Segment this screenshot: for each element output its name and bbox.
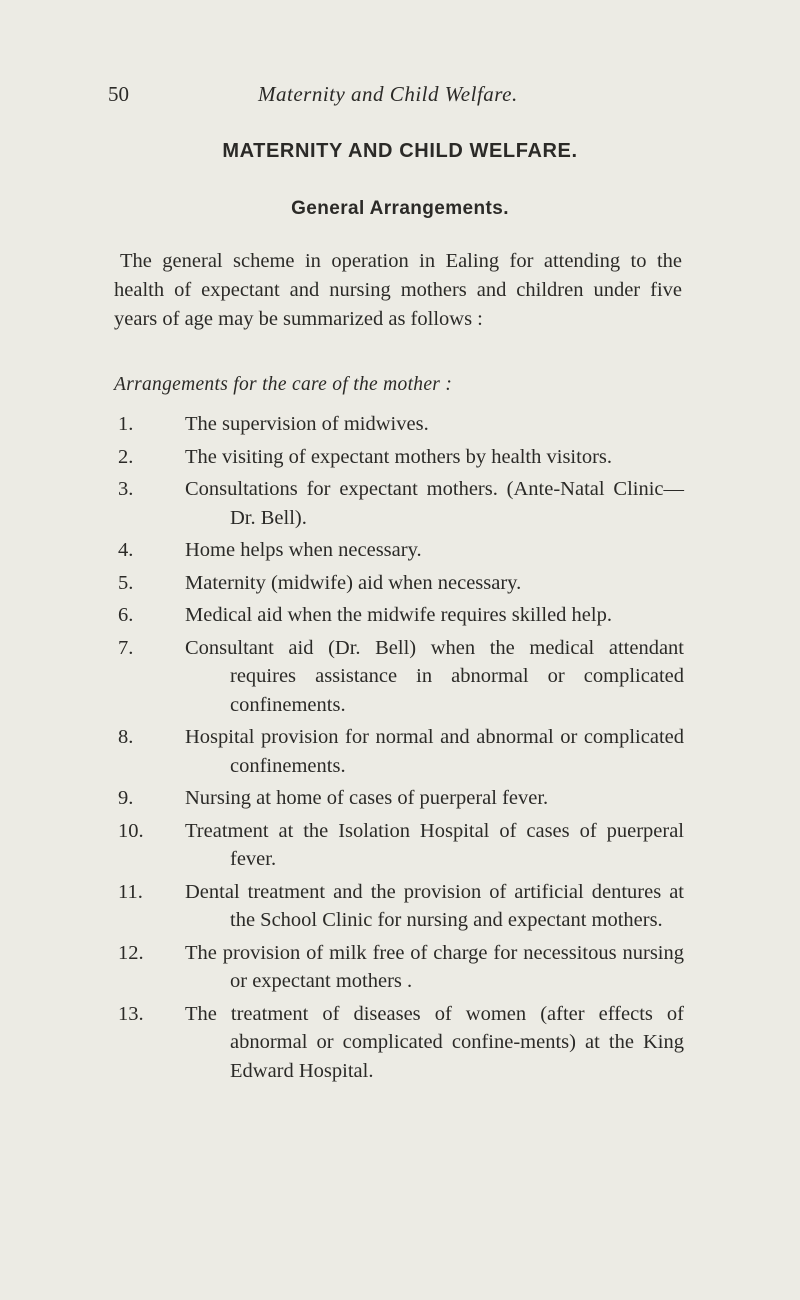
item-text: Dental treatment and the provision of artificial dentures at the School Clinic for nursing and expectant mothers. [185,880,684,931]
list-item [118,723,684,780]
item-number: 9. [118,787,134,809]
list-item [118,939,684,996]
section-heading: Arrangements for the care of the mother : [114,374,453,395]
item-number: 2. [118,445,134,468]
item-text: Consultations for expectant mothers. (Ante-Natal Clinic—Dr. Bell). [185,478,684,529]
item-number: 13. [118,1002,144,1025]
item-number: 11. [118,880,143,903]
item-number: 5. [118,571,134,594]
running-head [108,82,708,112]
item-text: Consultant aid (Dr. Bell) when the medical attendant requires assistance in abnormal or complicated confinements. [185,636,684,716]
item-text: Medical aid when the midwife requires skilled help. [185,604,612,626]
item-number: 7. [118,636,134,659]
list-item [118,569,684,598]
item-text: The treatment of diseases of women (after effects of abnormal or complicated confine-ments) at the King Edward Hospital. [185,1002,684,1082]
running-title: Maternity and Child Welfare. [258,82,518,106]
item-text: Nursing at home of cases of puerperal fever. [185,787,549,809]
main-title: MATERNITY AND CHILD WELFARE. [222,140,578,162]
item-number: 4. [118,539,134,561]
list-item [118,443,684,472]
list-item [118,410,684,439]
sub-title: General Arrangements. [291,198,509,219]
item-number: 3. [118,478,134,500]
list-item [118,784,684,813]
intro-paragraph: The general scheme in operation in Ealing for attending to the health of expectant and nursing mothers and children under five years of age may be summarized as follows : [114,250,682,330]
item-text: Home helps when necessary. [185,539,422,561]
list-item [118,601,684,630]
list-item [118,1000,684,1086]
item-text: The provision of milk free of charge for necessitous nursing or expectant mothers . [185,941,684,992]
item-text: Hospital provision for normal and abnormal or complicated confinements. [185,726,684,777]
list-item [118,634,684,720]
list-item [118,475,684,532]
item-text: The visiting of expectant mothers by health visitors. [185,445,612,468]
page-number: 50 [108,82,129,106]
item-text: The supervision of midwives. [185,413,429,435]
item-number: 10. [118,819,144,842]
item-number: 1. [118,413,134,435]
list-item [118,536,684,565]
list-item [118,817,684,874]
item-text: Treatment at the Isolation Hospital of cases of puerperal fever. [185,819,684,870]
list-item [118,878,684,935]
arrangements-list [118,410,684,1089]
item-text: Maternity (midwife) aid when necessary. [185,571,522,594]
item-number: 12. [118,941,144,964]
item-number: 6. [118,604,134,626]
item-number: 8. [118,726,134,748]
